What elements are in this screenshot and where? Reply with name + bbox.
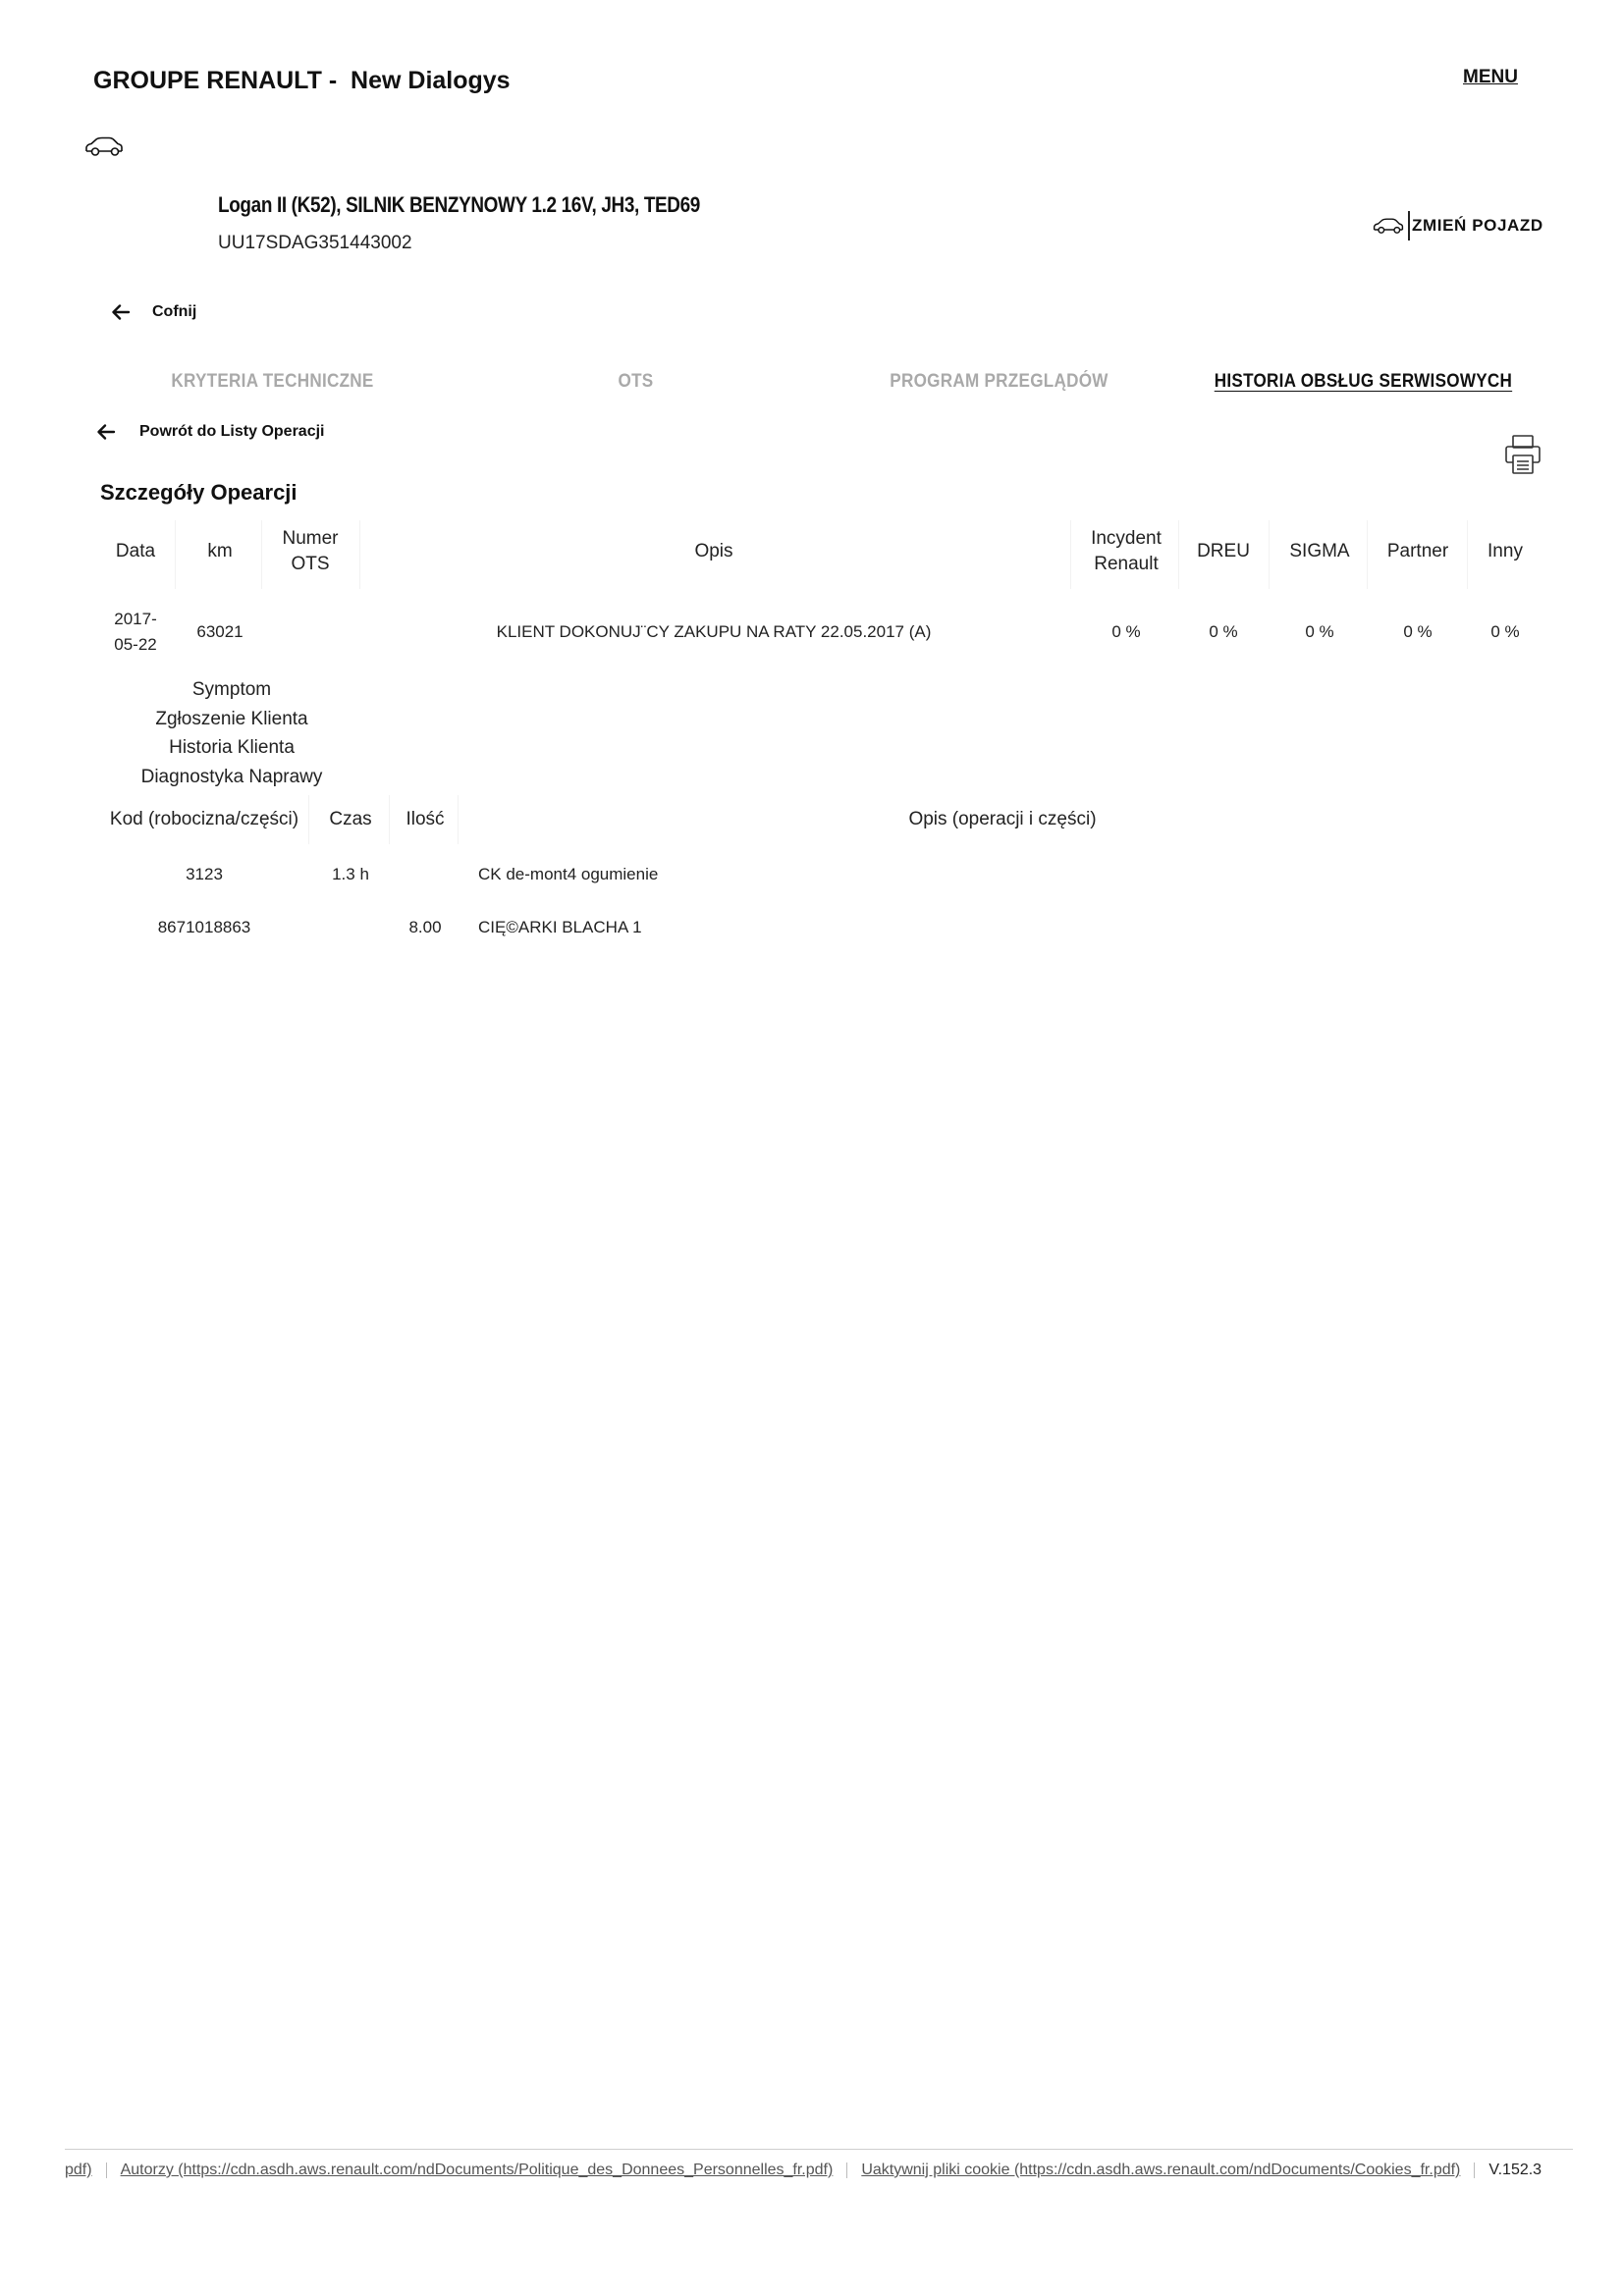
back-to-list-label: Powrót do Listy Operacji — [139, 423, 325, 440]
change-vehicle-label: ZMIEŃ POJAZD — [1412, 216, 1543, 235]
footer-divider — [65, 2149, 1573, 2150]
cell-date-line1: 2017- — [114, 610, 157, 628]
cell-qty: 8.00 — [408, 918, 442, 936]
label-repair-diagnostics: Diagnostyka Naprawy — [140, 766, 323, 787]
cell-partner: 0 % — [1403, 622, 1433, 641]
column-divider — [359, 520, 360, 589]
column-header-km: km — [207, 541, 233, 561]
label-customer-complaint: Zgłoszenie Klienta — [155, 708, 308, 729]
back-to-list-button[interactable] — [96, 422, 324, 442]
column-header-operation-description: Opis (operacji i części) — [908, 809, 1097, 829]
section-title: Szczegóły Opearcji — [100, 480, 298, 505]
table-row[interactable] — [106, 915, 1543, 944]
table-row[interactable] — [106, 862, 1543, 891]
car-icon — [1373, 217, 1404, 235]
column-header-renault-line2: Renault — [1094, 554, 1159, 574]
menu-link[interactable]: MENU — [1463, 67, 1518, 87]
column-divider — [458, 795, 459, 844]
cell-renault-incident: 0 % — [1111, 622, 1141, 641]
column-header-time: Czas — [329, 809, 372, 829]
column-header-partner: Partner — [1386, 541, 1449, 561]
column-header-renault-line1: Incydent — [1091, 528, 1162, 549]
column-divider — [175, 520, 176, 589]
footer-link-cookies[interactable]: Uaktywnij pliki cookie (https://cdn.asdh.aws.renault.com/ndDocuments/Cookies_fr.pdf) — [861, 2162, 1461, 2178]
column-divider — [1467, 520, 1468, 589]
back-button[interactable] — [111, 302, 196, 322]
column-header-code: Kod (robocizna/części) — [109, 809, 299, 829]
tab-ots[interactable]: OTS — [618, 371, 654, 392]
arrow-left-icon — [96, 422, 116, 442]
detail-labels — [98, 675, 365, 791]
table-row[interactable] — [98, 607, 1543, 662]
cell-description: KLIENT DOKONUJ¨CY ZAKUPU NA RATY 22.05.2017 (A) — [496, 622, 932, 641]
cell-operation-description: CK de-mont4 ogumienie — [478, 865, 659, 883]
footer-separator — [106, 2163, 107, 2178]
column-divider — [1070, 520, 1071, 589]
change-vehicle-button[interactable] — [1373, 211, 1543, 240]
cell-other: 0 % — [1490, 622, 1520, 641]
column-divider — [1367, 520, 1368, 589]
tab-maintenance-program[interactable]: PROGRAM PRZEGLĄDÓW — [890, 371, 1109, 392]
cell-sigma: 0 % — [1305, 622, 1334, 641]
tab-technical-criteria[interactable]: KRYTERIA TECHNICZNE — [171, 371, 374, 392]
cell-time: 1.3 h — [332, 865, 369, 883]
footer-link-truncated[interactable]: pdf) — [65, 2162, 92, 2178]
column-header-date: Data — [115, 541, 156, 561]
column-header-renault-incident — [1072, 526, 1180, 577]
tab-service-history[interactable]: HISTORIA OBSŁUG SERWISOWYCH — [1214, 371, 1513, 392]
footer-separator — [1474, 2163, 1475, 2178]
back-label: Cofnij — [152, 303, 197, 320]
vehicle-title: Logan II (K52), SILNIK BENZYNOWY 1.2 16V, JH3, TED69 — [218, 192, 700, 217]
cell-date — [98, 607, 173, 658]
app-title: GROUPE RENAULT - New Dialogys — [93, 67, 511, 94]
footer-link-authors[interactable]: Autorzy (https://cdn.asdh.aws.renault.com/ndDocuments/Politique_des_Donnees_Personnelles_fr.pdf) — [120, 2162, 834, 2178]
car-icon[interactable] — [84, 135, 124, 157]
column-divider — [261, 520, 262, 589]
cell-km: 63021 — [196, 622, 243, 641]
column-header-qty: Ilość — [406, 809, 445, 829]
footer — [65, 2160, 1542, 2181]
column-header-ots — [265, 526, 355, 577]
column-header-other: Inny — [1488, 541, 1523, 561]
column-header-ots-line2: OTS — [291, 554, 330, 574]
column-header-dreu: DREU — [1197, 541, 1250, 561]
version-label: V.152.3 — [1488, 2162, 1542, 2178]
cell-dreu: 0 % — [1209, 622, 1238, 641]
label-symptom: Symptom — [191, 679, 272, 700]
footer-separator — [846, 2163, 847, 2178]
vehicle-vin: UU17SDAG351443002 — [218, 233, 412, 253]
column-divider — [1269, 520, 1270, 589]
label-customer-history: Historia Klienta — [169, 737, 295, 758]
arrow-left-icon — [111, 302, 131, 322]
cell-date-line2: 05-22 — [114, 635, 157, 654]
printer-icon[interactable] — [1504, 434, 1542, 475]
column-divider — [389, 795, 390, 844]
column-header-ots-line1: Numer — [282, 528, 339, 549]
cell-code: 3123 — [186, 865, 223, 883]
column-divider — [308, 795, 309, 844]
cell-operation-description: CIĘ©ARKI BLACHA 1 — [478, 918, 642, 936]
cell-code: 8671018863 — [157, 918, 251, 936]
column-divider — [1178, 520, 1179, 589]
column-header-sigma: SIGMA — [1289, 541, 1350, 561]
column-header-description: Opis — [694, 541, 733, 561]
divider — [1408, 211, 1410, 240]
